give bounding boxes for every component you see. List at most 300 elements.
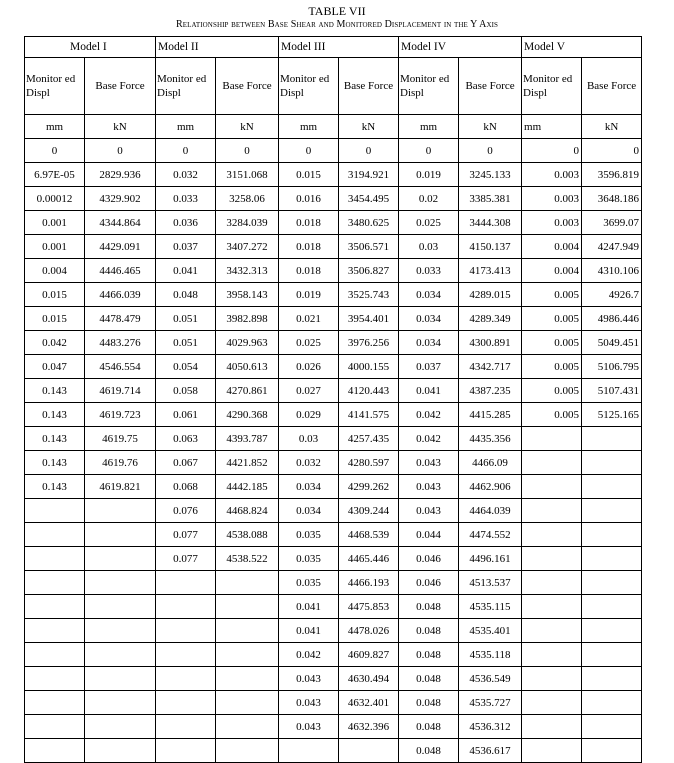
displ-cell: 0.061 (156, 403, 216, 427)
force-cell (85, 619, 156, 643)
displ-unit: mm (522, 115, 582, 139)
displ-cell: 0.015 (25, 283, 85, 307)
displ-cell: 0.026 (279, 355, 339, 379)
displ-cell: 0.003 (522, 211, 582, 235)
force-cell: 3648.186 (582, 187, 642, 211)
force-cell: 4415.285 (459, 403, 522, 427)
force-header: Base Force (85, 58, 156, 115)
displ-cell (25, 619, 85, 643)
force-cell: 0 (85, 139, 156, 163)
force-cell (85, 715, 156, 739)
force-cell: 3506.827 (339, 259, 399, 283)
displ-cell: 0.046 (399, 547, 459, 571)
displ-cell (25, 667, 85, 691)
force-cell: 5107.431 (582, 379, 642, 403)
displ-cell (25, 595, 85, 619)
displ-cell (279, 739, 339, 763)
table-number: TABLE VII (308, 4, 366, 18)
force-cell: 4619.821 (85, 475, 156, 499)
force-cell (582, 739, 642, 763)
force-cell: 5106.795 (582, 355, 642, 379)
force-cell: 4535.115 (459, 595, 522, 619)
force-unit: kN (85, 115, 156, 139)
force-header: Base Force (216, 58, 279, 115)
displ-cell: 0.001 (25, 211, 85, 235)
displ-cell: 0.043 (399, 499, 459, 523)
force-cell: 4141.575 (339, 403, 399, 427)
displ-cell: 0.033 (399, 259, 459, 283)
force-cell (582, 715, 642, 739)
force-cell: 0 (339, 139, 399, 163)
force-unit: kN (216, 115, 279, 139)
force-cell: 4435.356 (459, 427, 522, 451)
force-cell: 4446.465 (85, 259, 156, 283)
force-cell: 4546.554 (85, 355, 156, 379)
table-row (25, 739, 642, 763)
displ-cell: 0.025 (279, 331, 339, 355)
force-cell: 4257.435 (339, 427, 399, 451)
table-row (25, 307, 642, 331)
displ-cell: 0.003 (522, 187, 582, 211)
force-cell: 3982.898 (216, 307, 279, 331)
displ-cell: 0.047 (25, 355, 85, 379)
displ-cell (25, 571, 85, 595)
displ-cell: 0.037 (399, 355, 459, 379)
displ-cell: 0.005 (522, 403, 582, 427)
force-cell: 3444.308 (459, 211, 522, 235)
table-row (25, 355, 642, 379)
displ-cell: 0.032 (156, 163, 216, 187)
table-row (25, 475, 642, 499)
displ-cell: 0.018 (279, 259, 339, 283)
displ-cell: 0.004 (25, 259, 85, 283)
table-row (25, 403, 642, 427)
displ-cell: 0.041 (399, 379, 459, 403)
displ-cell: 0.048 (399, 739, 459, 763)
table-row (25, 379, 642, 403)
displ-cell: 0.001 (25, 235, 85, 259)
model-4-header: Model IV (399, 37, 522, 58)
force-cell: 4513.537 (459, 571, 522, 595)
force-cell: 4468.539 (339, 523, 399, 547)
force-cell (582, 475, 642, 499)
displ-cell: 0.03 (399, 235, 459, 259)
force-cell (85, 739, 156, 763)
force-header: Base Force (459, 58, 522, 115)
force-cell: 3506.571 (339, 235, 399, 259)
force-cell: 4466.039 (85, 283, 156, 307)
displ-header: Monitor ed Displ (279, 58, 339, 115)
displ-cell: 0.005 (522, 331, 582, 355)
force-cell: 3958.143 (216, 283, 279, 307)
displ-cell: 0.02 (399, 187, 459, 211)
force-cell: 4000.155 (339, 355, 399, 379)
displ-cell: 0.143 (25, 403, 85, 427)
force-cell: 4478.026 (339, 619, 399, 643)
table-row (25, 163, 642, 187)
displ-cell (25, 691, 85, 715)
model-2-header: Model II (156, 37, 279, 58)
displ-cell: 0.051 (156, 331, 216, 355)
displ-cell (522, 571, 582, 595)
force-cell (582, 667, 642, 691)
displ-cell: 0.029 (279, 403, 339, 427)
displ-cell: 0.032 (279, 451, 339, 475)
displ-cell (522, 499, 582, 523)
force-cell: 4536.312 (459, 715, 522, 739)
model-3-header: Model III (279, 37, 399, 58)
force-cell: 4619.714 (85, 379, 156, 403)
force-cell: 4393.787 (216, 427, 279, 451)
force-cell (216, 667, 279, 691)
force-cell: 4926.7 (582, 283, 642, 307)
table-row (25, 283, 642, 307)
force-header: Base Force (582, 58, 642, 115)
displ-cell: 0.048 (399, 715, 459, 739)
displ-cell: 0.042 (25, 331, 85, 355)
force-cell: 4538.522 (216, 547, 279, 571)
displ-cell: 0.035 (279, 571, 339, 595)
force-cell: 5049.451 (582, 331, 642, 355)
displ-cell (522, 619, 582, 643)
displ-cell: 0.143 (25, 427, 85, 451)
force-cell: 3151.068 (216, 163, 279, 187)
force-cell (85, 595, 156, 619)
displ-cell (25, 643, 85, 667)
displ-cell (522, 451, 582, 475)
table-row (25, 715, 642, 739)
displ-cell: 0 (25, 139, 85, 163)
displ-cell (25, 715, 85, 739)
force-cell: 4475.853 (339, 595, 399, 619)
force-cell: 3284.039 (216, 211, 279, 235)
displ-cell: 0 (399, 139, 459, 163)
force-cell: 4280.597 (339, 451, 399, 475)
table-row (25, 595, 642, 619)
force-cell: 4247.949 (582, 235, 642, 259)
force-cell: 4632.401 (339, 691, 399, 715)
force-cell: 4342.717 (459, 355, 522, 379)
displ-cell (156, 715, 216, 739)
displ-cell: 0.048 (399, 619, 459, 643)
displ-cell: 0.143 (25, 451, 85, 475)
displ-cell: 0.00012 (25, 187, 85, 211)
displ-cell: 0.143 (25, 475, 85, 499)
displ-cell (522, 691, 582, 715)
table-row (25, 259, 642, 283)
table-row (25, 523, 642, 547)
force-cell (582, 643, 642, 667)
force-cell (85, 571, 156, 595)
force-cell (85, 643, 156, 667)
force-cell: 4466.193 (339, 571, 399, 595)
force-cell: 4536.549 (459, 667, 522, 691)
force-cell: 0 (459, 139, 522, 163)
force-cell: 4299.262 (339, 475, 399, 499)
force-cell: 4442.185 (216, 475, 279, 499)
force-cell: 4465.446 (339, 547, 399, 571)
displ-cell (156, 667, 216, 691)
force-cell: 4538.088 (216, 523, 279, 547)
table-row (25, 427, 642, 451)
force-unit: kN (582, 115, 642, 139)
force-cell: 4429.091 (85, 235, 156, 259)
displ-cell: 0.058 (156, 379, 216, 403)
force-cell: 4387.235 (459, 379, 522, 403)
force-cell: 4344.864 (85, 211, 156, 235)
table-title: Relationship between Base Shear and Monitored Displacement in the Y Axis (175, 19, 499, 30)
displ-cell (25, 523, 85, 547)
force-header: Base Force (339, 58, 399, 115)
displ-cell (522, 523, 582, 547)
displ-cell (156, 643, 216, 667)
force-cell (582, 547, 642, 571)
displ-cell (522, 715, 582, 739)
force-cell (582, 571, 642, 595)
displ-cell: 0.035 (279, 547, 339, 571)
displ-cell (156, 739, 216, 763)
displ-cell: 6.97E-05 (25, 163, 85, 187)
displ-cell: 0.004 (522, 259, 582, 283)
force-cell (582, 595, 642, 619)
displ-cell: 0.043 (279, 691, 339, 715)
displ-cell: 0.034 (279, 499, 339, 523)
force-cell: 3954.401 (339, 307, 399, 331)
force-cell: 4329.902 (85, 187, 156, 211)
displ-cell: 0.005 (522, 307, 582, 331)
unit-row (25, 115, 642, 139)
displ-cell (156, 691, 216, 715)
force-cell: 3596.819 (582, 163, 642, 187)
displ-cell (156, 571, 216, 595)
displ-cell: 0.019 (279, 283, 339, 307)
displ-cell: 0.027 (279, 379, 339, 403)
displ-cell: 0.046 (399, 571, 459, 595)
force-cell (582, 499, 642, 523)
displ-cell: 0.043 (399, 475, 459, 499)
displ-header: Monitor ed Displ (156, 58, 216, 115)
force-cell: 4289.015 (459, 283, 522, 307)
force-cell: 4270.861 (216, 379, 279, 403)
force-cell: 4535.118 (459, 643, 522, 667)
force-cell (339, 739, 399, 763)
table-row (25, 235, 642, 259)
force-cell: 4483.276 (85, 331, 156, 355)
force-cell: 4289.349 (459, 307, 522, 331)
table-row (25, 139, 642, 163)
force-cell: 4173.413 (459, 259, 522, 283)
displ-cell: 0.048 (399, 667, 459, 691)
force-cell (582, 427, 642, 451)
displ-cell: 0.076 (156, 499, 216, 523)
force-cell: 4120.443 (339, 379, 399, 403)
displ-cell: 0.063 (156, 427, 216, 451)
displ-cell: 0.035 (279, 523, 339, 547)
force-cell: 4474.552 (459, 523, 522, 547)
force-cell: 4536.617 (459, 739, 522, 763)
displ-cell: 0.034 (399, 331, 459, 355)
displ-cell: 0.034 (399, 307, 459, 331)
force-cell (85, 499, 156, 523)
displ-unit: mm (25, 115, 85, 139)
table-caption (0, 4, 674, 31)
displ-cell: 0.043 (279, 667, 339, 691)
displ-cell: 0 (156, 139, 216, 163)
displ-cell: 0.048 (399, 595, 459, 619)
force-cell: 3525.743 (339, 283, 399, 307)
force-cell (216, 715, 279, 739)
force-cell (582, 523, 642, 547)
displ-cell: 0.025 (399, 211, 459, 235)
force-cell: 4619.75 (85, 427, 156, 451)
displ-cell: 0.041 (279, 619, 339, 643)
displ-header: Monitor ed Displ (399, 58, 459, 115)
force-cell (216, 643, 279, 667)
force-cell: 0 (216, 139, 279, 163)
force-cell (216, 571, 279, 595)
displ-cell: 0.043 (399, 451, 459, 475)
displ-cell (522, 595, 582, 619)
displ-cell: 0.004 (522, 235, 582, 259)
force-cell: 0 (582, 139, 642, 163)
table-row (25, 187, 642, 211)
force-cell: 4464.039 (459, 499, 522, 523)
table-row (25, 331, 642, 355)
table-row (25, 667, 642, 691)
displ-cell: 0.048 (156, 283, 216, 307)
force-cell: 4468.824 (216, 499, 279, 523)
table-row (25, 571, 642, 595)
table-row (25, 499, 642, 523)
force-cell: 3258.06 (216, 187, 279, 211)
force-cell: 4986.446 (582, 307, 642, 331)
displ-cell: 0.041 (279, 595, 339, 619)
force-cell: 4466.09 (459, 451, 522, 475)
displ-cell (156, 619, 216, 643)
displ-cell (25, 499, 85, 523)
force-cell: 3976.256 (339, 331, 399, 355)
displ-cell: 0.042 (399, 403, 459, 427)
force-unit: kN (459, 115, 522, 139)
displ-cell (156, 595, 216, 619)
force-cell: 4300.891 (459, 331, 522, 355)
displ-cell: 0.018 (279, 235, 339, 259)
model-1-header: Model I (25, 37, 156, 58)
displ-cell: 0.034 (279, 475, 339, 499)
force-cell: 4050.613 (216, 355, 279, 379)
table-row (25, 691, 642, 715)
table-row (25, 547, 642, 571)
force-cell (85, 691, 156, 715)
displ-cell: 0.041 (156, 259, 216, 283)
displ-cell: 0.005 (522, 283, 582, 307)
force-cell: 3194.921 (339, 163, 399, 187)
force-cell: 4309.244 (339, 499, 399, 523)
displ-unit: mm (156, 115, 216, 139)
displ-cell: 0.003 (522, 163, 582, 187)
displ-cell: 0.03 (279, 427, 339, 451)
displ-header: Monitor ed Displ (522, 58, 582, 115)
displ-unit: mm (279, 115, 339, 139)
column-header-row (25, 58, 642, 115)
displ-cell (25, 547, 85, 571)
displ-cell: 0.005 (522, 379, 582, 403)
displ-cell: 0.042 (399, 427, 459, 451)
displ-cell: 0.005 (522, 355, 582, 379)
displ-cell (522, 475, 582, 499)
force-cell (216, 691, 279, 715)
force-unit: kN (339, 115, 399, 139)
displ-cell (522, 643, 582, 667)
displ-cell (522, 547, 582, 571)
displ-cell: 0.068 (156, 475, 216, 499)
displ-cell: 0.018 (279, 211, 339, 235)
displ-cell: 0.042 (279, 643, 339, 667)
displ-cell: 0.054 (156, 355, 216, 379)
force-cell (85, 523, 156, 547)
displ-cell: 0.036 (156, 211, 216, 235)
displ-cell (522, 667, 582, 691)
displ-cell (522, 739, 582, 763)
model-5-header: Model V (522, 37, 642, 58)
displ-cell: 0.051 (156, 307, 216, 331)
force-cell: 4632.396 (339, 715, 399, 739)
displ-cell: 0 (522, 139, 582, 163)
force-cell: 4535.401 (459, 619, 522, 643)
displ-cell: 0.037 (156, 235, 216, 259)
displ-cell (25, 739, 85, 763)
displ-cell: 0.033 (156, 187, 216, 211)
force-cell (582, 451, 642, 475)
force-cell: 3699.07 (582, 211, 642, 235)
displ-cell: 0 (279, 139, 339, 163)
force-cell (582, 619, 642, 643)
displ-cell: 0.048 (399, 643, 459, 667)
displ-cell: 0.077 (156, 547, 216, 571)
displ-cell: 0.143 (25, 379, 85, 403)
table-row (25, 451, 642, 475)
force-cell: 4619.723 (85, 403, 156, 427)
force-cell (85, 547, 156, 571)
force-cell: 3480.625 (339, 211, 399, 235)
displ-cell: 0.016 (279, 187, 339, 211)
force-cell: 4310.106 (582, 259, 642, 283)
data-table (24, 36, 642, 763)
force-cell (582, 691, 642, 715)
displ-cell: 0.048 (399, 691, 459, 715)
displ-cell: 0.021 (279, 307, 339, 331)
displ-header: Monitor ed Displ (25, 58, 85, 115)
displ-cell: 0.077 (156, 523, 216, 547)
displ-cell: 0.043 (279, 715, 339, 739)
table-row (25, 211, 642, 235)
force-cell: 3407.272 (216, 235, 279, 259)
force-cell: 4462.906 (459, 475, 522, 499)
force-cell: 4609.827 (339, 643, 399, 667)
force-cell: 4290.368 (216, 403, 279, 427)
force-cell (216, 619, 279, 643)
displ-cell: 0.015 (279, 163, 339, 187)
force-cell: 2829.936 (85, 163, 156, 187)
force-cell: 4630.494 (339, 667, 399, 691)
force-cell: 4150.137 (459, 235, 522, 259)
force-cell: 3432.313 (216, 259, 279, 283)
force-cell: 4619.76 (85, 451, 156, 475)
force-cell (216, 739, 279, 763)
table-row (25, 619, 642, 643)
displ-cell: 0.067 (156, 451, 216, 475)
force-cell (85, 667, 156, 691)
